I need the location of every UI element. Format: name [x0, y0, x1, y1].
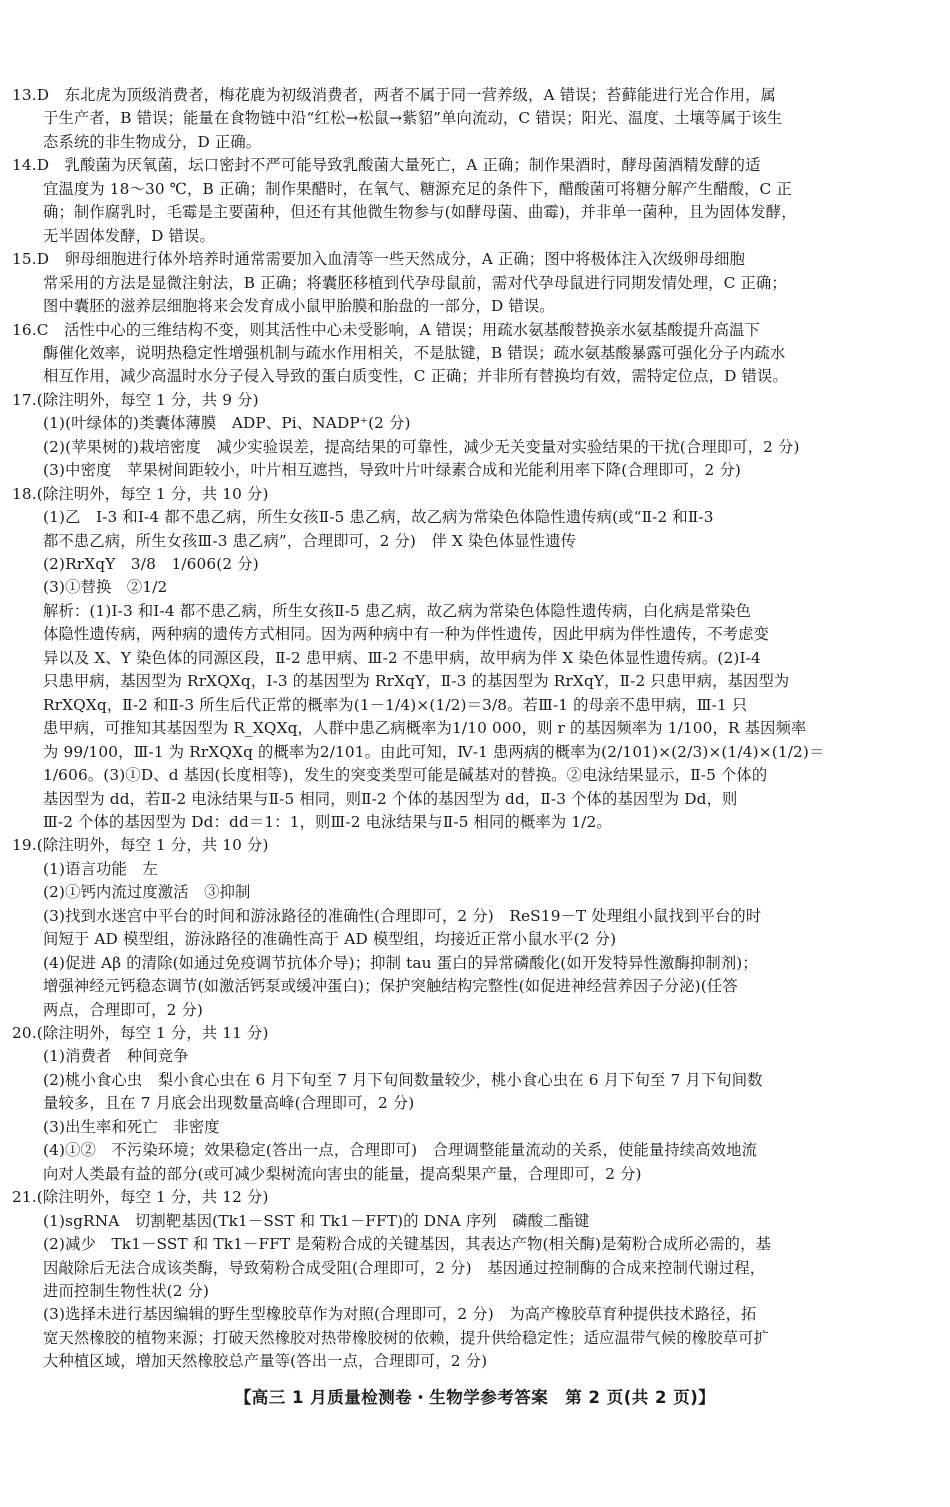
answer-item-line: 15.D 卵母细胞进行体外培养时通常需要加入血清等一些天然成分，A 正确；图中将极体注入次级卵母细胞 [12, 250, 746, 269]
answer-text-line: (1)(叶绿体的)类囊体薄膜 ADP、Pi、NADP⁺(2 分) [43, 414, 411, 433]
answer-text-line: 宽天然橡胶的植物来源；打破天然橡胶对热带橡胶树的依赖，提升供给稳定性；适应温带气候的橡胶草可扩 [43, 1328, 770, 1347]
answer-text-line: 只患甲病，基因型为 RrXQXq，Ⅰ-3 的基因型为 RrXqY，Ⅱ-3 的基因型为 RrXqY，Ⅱ-2 只患甲病，基因型为 [43, 672, 790, 691]
answer-text-line: 相互作用，减少高温时水分子侵入导致的蛋白质变性，C 正确；并非所有替换均有效，需特定位点，D 错误。 [43, 367, 788, 386]
answer-text-line: (2)减少 Tk1－SST 和 Tk1－FFT 是菊粉合成的关键基因，其表达产物(相关酶)是菊粉合成所必需的，基 [43, 1235, 772, 1254]
answer-text-line: 进而控制生物性状(2 分) [43, 1281, 210, 1300]
answer-text-line: (1)语言功能 左 [43, 859, 158, 878]
answer-text-line: 常采用的方法是显微注射法，B 正确；将囊胚移植到代孕母鼠前，需对代孕母鼠进行同期发情处理，C 正确； [43, 273, 787, 292]
answer-text-line: 向对人类最有益的部分(或可减少梨树流向害虫的能量，提高梨果产量，合理即可，2 分) [43, 1164, 642, 1183]
answer-text-line: 异以及 X、Y 染色体的同源区段，Ⅱ-2 患甲病、Ⅲ-2 不患甲病，故甲病为伴 X 染色体显性遗传病。(2)Ⅰ-4 [43, 648, 761, 667]
answer-text-line: 体隐性遗传病，两种病的遗传方式相同。因为两种病中有一种为伴性遗传，因此甲病为伴性遗传，不考虑变 [43, 625, 770, 644]
answer-text-line: 于生产者，B 错误；能量在食物链中沿“红松→松鼠→紫貂”单向流动，C 错误；阳光、温度、土壤等属于该生 [43, 109, 783, 128]
answer-item-line: 14.D 乳酸菌为厌氧菌，坛口密封不严可能导致乳酸菌大量死亡，A 正确；制作果酒时，酵母菌酒精发酵的适 [12, 156, 761, 175]
answer-text-line: 态系统的非生物成分，D 正确。 [43, 132, 262, 151]
answer-item-line: 21.(除注明外，每空 1 分，共 12 分) [12, 1188, 269, 1207]
answer-text-line: (3)选择未进行基因编辑的野生型橡胶草作为对照(合理即可，2 分) 为高产橡胶草育种提供技术路径，拓 [43, 1305, 757, 1324]
answer-item-line: 17.(除注明外，每空 1 分，共 9 分) [12, 390, 259, 409]
answer-text-line: 间短于 AD 模型组，游泳路径的准确性高于 AD 模型组，均接近正常小鼠水平(2 分) [43, 930, 617, 949]
answer-text-line: 基因型为 dd，若Ⅱ-2 电泳结果与Ⅱ-5 相同，则Ⅱ-2 个体的基因型为 dd，Ⅱ-3 个体的基因型为 Dd，则 [43, 789, 738, 808]
answer-text-line: 患甲病，可推知其基因型为 R_XQXq，人群中患乙病概率为1/10 000，则 r 的基因频率为 1/100，R 基因频率 [43, 719, 807, 738]
answer-text-line: (1)乙 Ⅰ-3 和Ⅰ-4 都不患乙病，所生女孩Ⅱ-5 患乙病，故乙病为常染色体隐性遗传病(或“Ⅱ-2 和Ⅱ-3 [43, 508, 714, 527]
answer-item-line: 18.(除注明外，每空 1 分，共 10 分) [12, 484, 269, 503]
answer-text-line: 解析：(1)Ⅰ-3 和Ⅰ-4 都不患乙病，所生女孩Ⅱ-5 患乙病，故乙病为常染色体隐性遗传病，白化病是常染色 [43, 601, 752, 620]
answer-text-line: (3)找到水迷宫中平台的时间和游泳路径的准确性(合理即可，2 分) ReS19－T 处理组小鼠找到平台的时 [43, 906, 762, 925]
answer-text-line: 因敲除后无法合成该类酶，导致菊粉合成受阻(合理即可，2 分) 基因通过控制酶的合成来控制代谢过程， [43, 1258, 766, 1277]
answer-text-line: (4)①② 不污染环境；效果稳定(答出一点，合理即可) 合理调整能量流动的关系，使能量持续高效地流 [43, 1141, 758, 1160]
answer-text-line: 确；制作腐乳时，毛霉是主要菌种，但还有其他微生物参与(如酵母菌、曲霉)，并非单一菌种，且为固体发酵， [43, 203, 797, 222]
answer-text-line: 酶催化效率，说明热稳定性增强机制与疏水作用相关，不是肽键，B 错误；疏水氨基酸暴露可强化分子内疏水 [43, 343, 786, 362]
answer-text-line: 图中囊胚的滋养层细胞将来会发育成小鼠甲胎膜和胎盘的一部分，D 错误。 [43, 297, 555, 316]
answer-text-line: 宜温度为 18～30 ℃，B 正确；制作果醋时，在氧气、糖源充足的条件下，醋酸菌可将糖分解产生醋酸，C 正 [43, 179, 792, 198]
answer-text-line: (3)中密度 苹果树间距较小，叶片相互遮挡，导致叶片叶绿素合成和光能利用率下降(合理即可，2 分) [43, 461, 742, 480]
answer-text-line: 为 99/100，Ⅲ-1 为 RrXQXq 的概率为2/101。由此可知，Ⅳ-1 患两病的概率为(2/101)×(2/3)×(1/4)×(1/2)＝ [43, 742, 825, 761]
answer-text-line: 1/606。(3)①D、d 基因(长度相等)，发生的突变类型可能是碱基对的替换。②电泳结果显示，Ⅱ-5 个体的 [43, 766, 768, 785]
answer-text-line: (3)出生率和死亡 非密度 [43, 1117, 220, 1136]
answer-text-line: 大种植区域，增加天然橡胶总产量等(答出一点，合理即可，2 分) [43, 1352, 488, 1371]
answer-item-line: 13.D 东北虎为顶级消费者，梅花鹿为初级消费者，两者不属于同一营养级，A 错误；苔藓能进行光合作用，属 [12, 86, 776, 104]
answer-text-line: 量较多，且在 7 月底会出现数量高峰(合理即可，2 分) [43, 1094, 415, 1113]
answer-text-line: (2)桃小食心虫 梨小食心虫在 6 月下旬至 7 月下旬间数量较少，桃小食心虫在 6 月下旬至 7 月下旬间数 [43, 1070, 763, 1089]
answer-text-line: Ⅲ-2 个体的基因型为 Dd：dd＝1：1，则Ⅲ-2 电泳结果与Ⅱ-5 相同的概率为 1/2。 [43, 812, 612, 831]
answer-item-line: 16.C 活性中心的三维结构不变，则其活性中心未受影响，A 错误；用疏水氨基酸替换亲水氨基酸提升高温下 [12, 320, 760, 339]
answer-text-line: (1)sgRNA 切割靶基因(Tk1－SST 和 Tk1－FFT)的 DNA 序列 磷酸二酯键 [43, 1211, 590, 1230]
answer-text-line: (1)消费者 种间竞争 [43, 1047, 189, 1066]
answer-text-line: (4)促进 Aβ 的清除(如通过免疫调节抗体介导)；抑制 tau 蛋白的异常磷酸化(如开发特异性激酶抑制剂)； [43, 953, 758, 972]
answer-item-line: 20.(除注明外，每空 1 分，共 11 分) [12, 1024, 269, 1042]
answer-text-line: (3)①替换 ②1/2 [43, 578, 168, 597]
answer-text-line: 无半固体发酵，D 错误。 [43, 226, 215, 245]
answer-text-line: RrXQXq，Ⅱ-2 和Ⅱ-3 所生后代正常的概率为(1－1/4)×(1/2)＝3/8。若Ⅲ-1 的母亲不患甲病，Ⅲ-1 只 [43, 695, 748, 714]
answer-text-line: (2)①钙内流过度激活 ③抑制 [43, 883, 251, 902]
answer-text-line: (2)(苹果树的)栽培密度 减少实验误差，提高结果的可靠性，减少无关变量对实验结果的干扰(合理即可，2 分) [43, 437, 800, 456]
answer-text-line: (2)RrXqY 3/8 1/606(2 分) [43, 555, 259, 573]
answer-text-line: 两点，合理即可，2 分) [43, 1000, 204, 1019]
answer-text-line: 增强神经元钙稳态调节(如激活钙泵或缓冲蛋白)；保护突触结构完整性(如促进神经营养因子分泌)(任答 [43, 977, 738, 996]
answer-item-line: 19.(除注明外，每空 1 分，共 10 分) [12, 836, 269, 855]
answer-text-line: 都不患乙病，所生女孩Ⅲ-3 患乙病”，合理即可，2 分) 伴 X 染色体显性遗传 [43, 531, 577, 550]
page-footer: 【高三 1 月质量检测卷・生物学参考答案 第 2 页(共 2 页)】 [234, 1388, 716, 1407]
